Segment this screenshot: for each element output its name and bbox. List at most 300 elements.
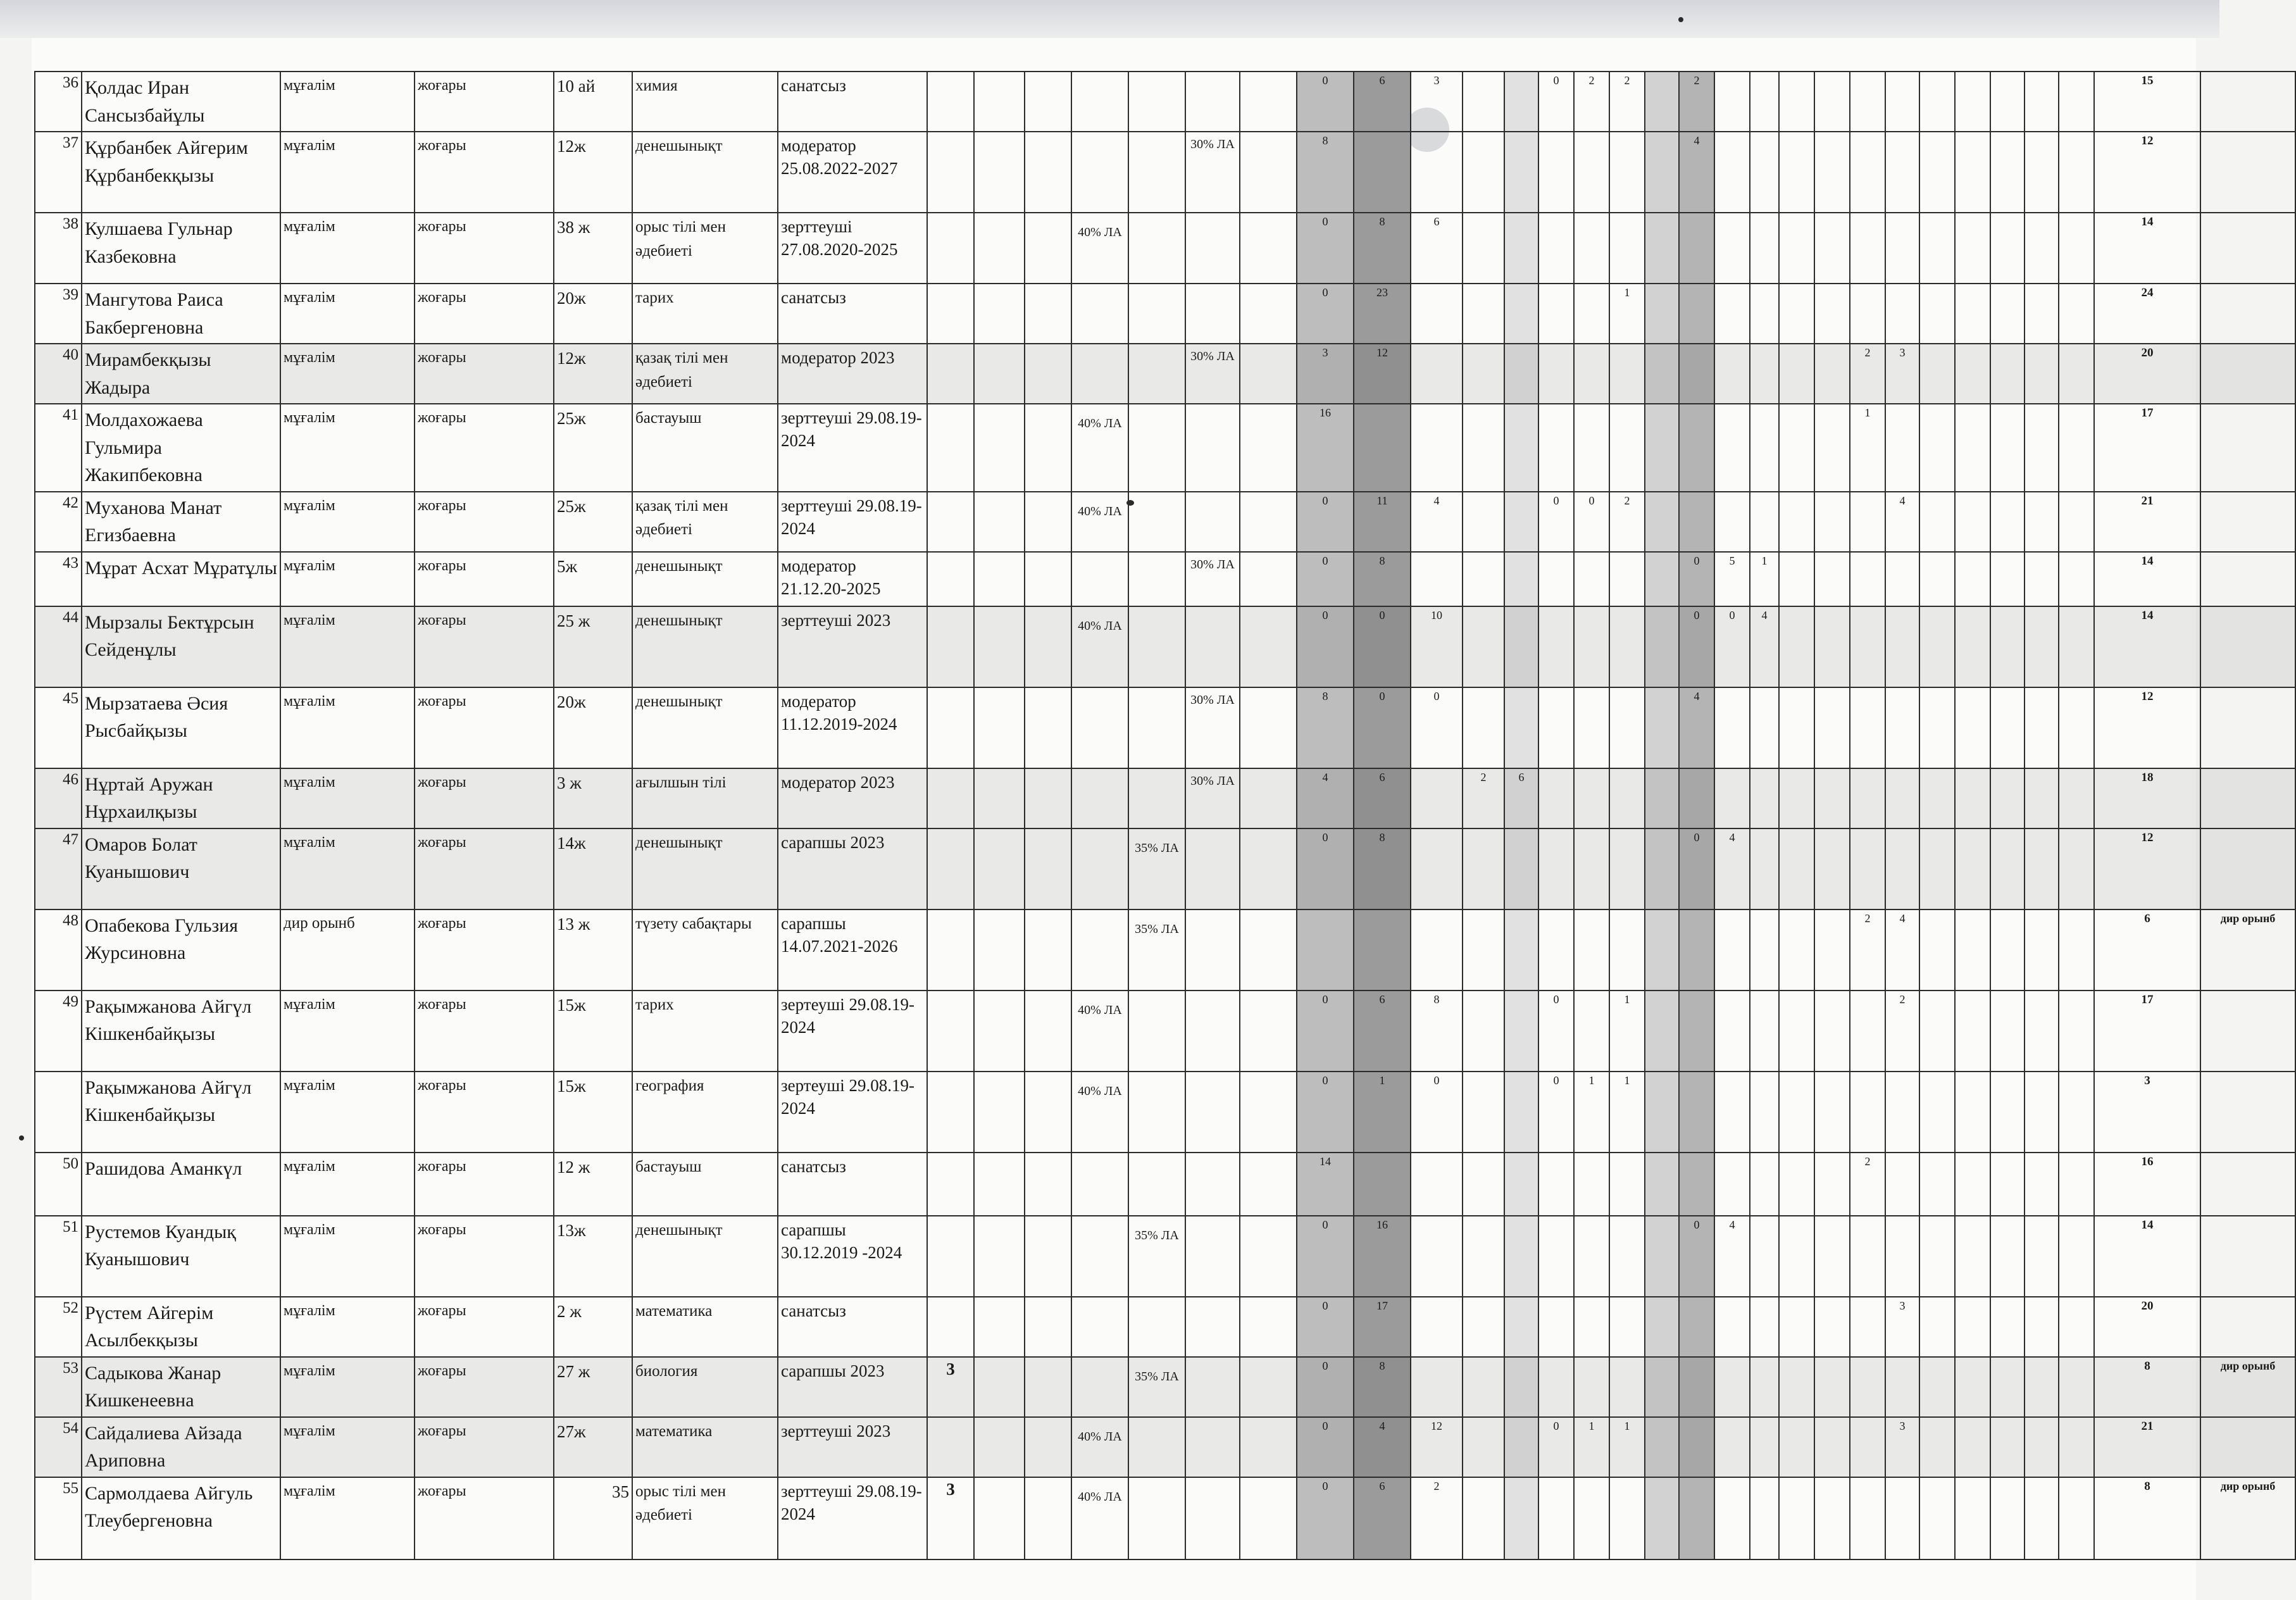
- value-cell: [927, 1072, 974, 1153]
- value-cell: [1779, 132, 1814, 213]
- value-cell: [1885, 1357, 1919, 1417]
- value-cell: 5: [1714, 552, 1750, 606]
- value-cell: [1185, 1216, 1240, 1297]
- value-cell: [1990, 404, 2025, 492]
- value-cell: [1750, 909, 1779, 991]
- value-cell: [1463, 213, 1504, 284]
- value-cell: [2025, 344, 2059, 404]
- value-cell: 0: [1538, 1417, 1574, 1477]
- value-cell: 1: [1609, 1072, 1645, 1153]
- category-cell: санатсыз: [778, 284, 927, 344]
- row-number-cell: 36: [35, 72, 82, 132]
- education-cell: жоғары: [415, 909, 554, 991]
- value-cell: [1850, 687, 1885, 768]
- value-cell: [1750, 1216, 1779, 1297]
- value-cell: [1779, 1417, 1814, 1477]
- value-cell: [2025, 687, 2059, 768]
- value-cell: [1504, 492, 1538, 552]
- value-cell: 40% ЛА: [1071, 404, 1128, 492]
- value-cell: [1463, 1357, 1504, 1417]
- value-cell: [1240, 132, 1297, 213]
- value-cell: [1779, 909, 1814, 991]
- value-cell: [1504, 1072, 1538, 1153]
- value-cell: [1814, 991, 1850, 1072]
- value-cell: [1714, 909, 1750, 991]
- position-cell: мұғалім: [280, 768, 415, 828]
- subject-cell: орыс тілі мен әдебиеті: [632, 213, 778, 284]
- scan-speck: [19, 1135, 24, 1141]
- value-cell: [1679, 991, 1714, 1072]
- value-cell: 0: [1297, 552, 1354, 606]
- value-cell: 3: [927, 1477, 974, 1559]
- value-cell: 0: [1297, 991, 1354, 1072]
- value-cell: 0: [1297, 492, 1354, 552]
- value-cell: [1609, 828, 1645, 909]
- value-cell: 3: [1885, 344, 1919, 404]
- value-cell: [1128, 552, 1185, 606]
- value-cell: [1411, 1357, 1463, 1417]
- value-cell: [1779, 1153, 1814, 1216]
- value-cell: [1574, 1153, 1609, 1216]
- experience-cell: 15ж: [554, 991, 632, 1072]
- value-cell: [1538, 1357, 1574, 1417]
- value-cell: [1885, 768, 1919, 828]
- category-cell: сарапшы 2023: [778, 1357, 927, 1417]
- value-cell: [2025, 552, 2059, 606]
- value-cell: [1850, 1357, 1885, 1417]
- category-cell: зерттеуші 29.08.19-2024: [778, 1477, 927, 1559]
- value-cell: 4: [1354, 1417, 1411, 1477]
- value-cell: [1955, 492, 1990, 552]
- total-hours-cell: 12: [2094, 132, 2200, 213]
- value-cell: [1411, 1216, 1463, 1297]
- teacher-name-cell: Мырзатаева Әсия Рысбайқызы: [82, 687, 280, 768]
- value-cell: [1714, 344, 1750, 404]
- value-cell: [1411, 552, 1463, 606]
- teacher-name-cell: Опабекова Гульзия Журсиновна: [82, 909, 280, 991]
- value-cell: [1645, 1153, 1679, 1216]
- value-cell: [1025, 132, 1071, 213]
- value-cell: 4: [1885, 492, 1919, 552]
- education-cell: жоғары: [415, 606, 554, 687]
- value-cell: [1779, 1072, 1814, 1153]
- education-cell: жоғары: [415, 213, 554, 284]
- value-cell: [1750, 991, 1779, 1072]
- teacher-name-cell: Рүстем Айгерім Асылбекқызы: [82, 1297, 280, 1357]
- value-cell: [1714, 404, 1750, 492]
- value-cell: [2025, 828, 2059, 909]
- value-cell: [2059, 344, 2094, 404]
- subject-cell: бастауыш: [632, 404, 778, 492]
- value-cell: [2059, 991, 2094, 1072]
- value-cell: [1504, 606, 1538, 687]
- value-cell: [1411, 909, 1463, 991]
- value-cell: [1714, 1072, 1750, 1153]
- value-cell: [1990, 1297, 2025, 1357]
- value-cell: [974, 72, 1025, 132]
- subject-cell: түзету сабақтары: [632, 909, 778, 991]
- value-cell: [1609, 768, 1645, 828]
- education-cell: жоғары: [415, 1153, 554, 1216]
- value-cell: [1850, 552, 1885, 606]
- value-cell: [1574, 909, 1609, 991]
- value-cell: [1919, 492, 1955, 552]
- value-cell: [974, 828, 1025, 909]
- category-cell: сарапшы 2023: [778, 828, 927, 909]
- value-cell: [1779, 404, 1814, 492]
- value-cell: [1679, 768, 1714, 828]
- value-cell: [1714, 72, 1750, 132]
- value-cell: [1025, 1072, 1071, 1153]
- value-cell: [1185, 213, 1240, 284]
- experience-cell: 25 ж: [554, 606, 632, 687]
- value-cell: [1128, 1417, 1185, 1477]
- value-cell: [1919, 132, 1955, 213]
- value-cell: 0: [1297, 284, 1354, 344]
- total-hours-cell: 16: [2094, 1153, 2200, 1216]
- value-cell: [1750, 284, 1779, 344]
- subject-cell: математика: [632, 1297, 778, 1357]
- value-cell: [1779, 687, 1814, 768]
- value-cell: [1354, 132, 1411, 213]
- total-hours-cell: 17: [2094, 404, 2200, 492]
- education-cell: жоғары: [415, 132, 554, 213]
- position-cell: мұғалім: [280, 606, 415, 687]
- value-cell: [1025, 284, 1071, 344]
- value-cell: [1240, 828, 1297, 909]
- value-cell: [1850, 1072, 1885, 1153]
- value-cell: [1504, 404, 1538, 492]
- education-cell: жоғары: [415, 284, 554, 344]
- position-cell: мұғалім: [280, 213, 415, 284]
- experience-cell: 35: [554, 1477, 632, 1559]
- value-cell: [974, 1216, 1025, 1297]
- value-cell: 4: [1885, 909, 1919, 991]
- value-cell: [1919, 1153, 1955, 1216]
- position-cell: мұғалім: [280, 552, 415, 606]
- value-cell: [1025, 492, 1071, 552]
- value-cell: [1955, 132, 1990, 213]
- note-cell: [2200, 492, 2295, 552]
- value-cell: [927, 492, 974, 552]
- value-cell: [1240, 1477, 1297, 1559]
- value-cell: [927, 72, 974, 132]
- value-cell: [1463, 404, 1504, 492]
- value-cell: [1025, 1417, 1071, 1477]
- value-cell: [1240, 72, 1297, 132]
- value-cell: [1645, 72, 1679, 132]
- education-cell: жоғары: [415, 1417, 554, 1477]
- value-cell: [1750, 132, 1779, 213]
- value-cell: [1645, 492, 1679, 552]
- value-cell: 2: [1885, 991, 1919, 1072]
- value-cell: [1538, 1216, 1574, 1297]
- position-cell: мұғалім: [280, 72, 415, 132]
- value-cell: [1128, 1297, 1185, 1357]
- value-cell: [1609, 1153, 1645, 1216]
- category-cell: санатсыз: [778, 72, 927, 132]
- value-cell: [1185, 1297, 1240, 1357]
- value-cell: [1538, 132, 1574, 213]
- value-cell: 4: [1297, 768, 1354, 828]
- value-cell: [1750, 1153, 1779, 1216]
- value-cell: [1885, 132, 1919, 213]
- value-cell: [1354, 909, 1411, 991]
- value-cell: [1779, 344, 1814, 404]
- value-cell: [2059, 1477, 2094, 1559]
- value-cell: [1814, 1417, 1850, 1477]
- table-row: [35, 213, 2295, 284]
- value-cell: 2: [1850, 909, 1885, 991]
- value-cell: [1025, 991, 1071, 1072]
- value-cell: [1814, 687, 1850, 768]
- value-cell: 1: [1609, 284, 1645, 344]
- teacher-name-cell: Құрбанбек Айгерим Құрбанбекқызы: [82, 132, 280, 213]
- value-cell: [1574, 1216, 1609, 1297]
- value-cell: 2: [1850, 1153, 1885, 1216]
- value-cell: [1128, 132, 1185, 213]
- note-cell: [2200, 1216, 2295, 1297]
- value-cell: [1609, 1297, 1645, 1357]
- category-cell: модератор 2023: [778, 768, 927, 828]
- education-cell: жоғары: [415, 1357, 554, 1417]
- value-cell: [1885, 552, 1919, 606]
- category-cell: зерттеуші 2023: [778, 606, 927, 687]
- teacher-name-cell: Нұртай Аружан Нұрхаилқызы: [82, 768, 280, 828]
- value-cell: [1679, 404, 1714, 492]
- education-cell: жоғары: [415, 828, 554, 909]
- value-cell: 30% ЛА: [1185, 344, 1240, 404]
- value-cell: [1645, 606, 1679, 687]
- value-cell: 14: [1297, 1153, 1354, 1216]
- education-cell: жоғары: [415, 1216, 554, 1297]
- category-cell: санатсыз: [778, 1153, 927, 1216]
- value-cell: [1750, 687, 1779, 768]
- value-cell: [2059, 132, 2094, 213]
- value-cell: 0: [1679, 828, 1714, 909]
- value-cell: [1185, 404, 1240, 492]
- subject-cell: география: [632, 1072, 778, 1153]
- row-number-cell: 48: [35, 909, 82, 991]
- value-cell: [2025, 404, 2059, 492]
- value-cell: 0: [1297, 1072, 1354, 1153]
- value-cell: [1919, 606, 1955, 687]
- value-cell: [1240, 909, 1297, 991]
- value-cell: [1990, 213, 2025, 284]
- value-cell: [1574, 213, 1609, 284]
- value-cell: [1185, 828, 1240, 909]
- table-row: [35, 404, 2295, 492]
- row-number-cell: 46: [35, 768, 82, 828]
- total-hours-cell: 21: [2094, 492, 2200, 552]
- value-cell: [1990, 552, 2025, 606]
- value-cell: [1714, 284, 1750, 344]
- value-cell: [1919, 991, 1955, 1072]
- value-cell: 0: [1538, 991, 1574, 1072]
- value-cell: [2025, 991, 2059, 1072]
- value-cell: [1025, 404, 1071, 492]
- value-cell: [1850, 213, 1885, 284]
- value-cell: [1850, 606, 1885, 687]
- teacher-name-cell: Мұрат Асхат Мұратұлы: [82, 552, 280, 606]
- value-cell: [927, 404, 974, 492]
- value-cell: [1750, 72, 1779, 132]
- total-hours-cell: 15: [2094, 72, 2200, 132]
- value-cell: [1504, 344, 1538, 404]
- value-cell: 4: [1411, 492, 1463, 552]
- value-cell: [1071, 552, 1128, 606]
- value-cell: [1574, 768, 1609, 828]
- value-cell: [1714, 687, 1750, 768]
- value-cell: [1240, 768, 1297, 828]
- value-cell: [974, 132, 1025, 213]
- row-number-cell: 43: [35, 552, 82, 606]
- position-cell: мұғалім: [280, 1153, 415, 1216]
- value-cell: [2059, 1417, 2094, 1477]
- value-cell: [1955, 1297, 1990, 1357]
- value-cell: [1504, 72, 1538, 132]
- value-cell: [1463, 492, 1504, 552]
- value-cell: [1814, 132, 1850, 213]
- value-cell: [1128, 1072, 1185, 1153]
- value-cell: [974, 768, 1025, 828]
- value-cell: 1: [1609, 991, 1645, 1072]
- value-cell: 0: [1354, 687, 1411, 768]
- value-cell: 0: [1679, 552, 1714, 606]
- value-cell: 3: [1411, 72, 1463, 132]
- teacher-name-cell: Омаров Болат Куанышович: [82, 828, 280, 909]
- value-cell: [1850, 132, 1885, 213]
- value-cell: [1538, 552, 1574, 606]
- value-cell: [1025, 1153, 1071, 1216]
- value-cell: [1990, 284, 2025, 344]
- value-cell: [974, 492, 1025, 552]
- teacher-name-cell: Мангутова Раиса Бакбергеновна: [82, 284, 280, 344]
- value-cell: 16: [1297, 404, 1354, 492]
- value-cell: [1411, 1297, 1463, 1357]
- value-cell: 2: [1411, 1477, 1463, 1559]
- value-cell: [1071, 72, 1128, 132]
- value-cell: [1955, 768, 1990, 828]
- value-cell: 1: [1750, 552, 1779, 606]
- value-cell: [1990, 1357, 2025, 1417]
- value-cell: [1990, 687, 2025, 768]
- value-cell: [2025, 1417, 2059, 1477]
- table-row: [35, 687, 2295, 768]
- value-cell: [1504, 991, 1538, 1072]
- value-cell: 12: [1411, 1417, 1463, 1477]
- value-cell: [1779, 1477, 1814, 1559]
- value-cell: [1779, 991, 1814, 1072]
- note-cell: [2200, 606, 2295, 687]
- value-cell: [1850, 828, 1885, 909]
- value-cell: [1645, 768, 1679, 828]
- total-hours-cell: 17: [2094, 991, 2200, 1072]
- value-cell: [1645, 344, 1679, 404]
- position-cell: мұғалім: [280, 284, 415, 344]
- value-cell: [1850, 72, 1885, 132]
- value-cell: [1714, 1297, 1750, 1357]
- value-cell: [1885, 284, 1919, 344]
- row-number-cell: 54: [35, 1417, 82, 1477]
- value-cell: [1574, 828, 1609, 909]
- value-cell: [1025, 828, 1071, 909]
- value-cell: [974, 344, 1025, 404]
- value-cell: [2059, 1072, 2094, 1153]
- value-cell: 8: [1354, 552, 1411, 606]
- value-cell: [1779, 213, 1814, 284]
- value-cell: [1463, 606, 1504, 687]
- value-cell: [1609, 404, 1645, 492]
- value-cell: [1185, 1153, 1240, 1216]
- experience-cell: 27ж: [554, 1417, 632, 1477]
- subject-cell: химия: [632, 72, 778, 132]
- value-cell: [1504, 828, 1538, 909]
- value-cell: [1411, 828, 1463, 909]
- value-cell: [974, 552, 1025, 606]
- value-cell: 0: [1297, 1417, 1354, 1477]
- total-hours-cell: 6: [2094, 909, 2200, 991]
- total-hours-cell: 8: [2094, 1357, 2200, 1417]
- value-cell: [1574, 687, 1609, 768]
- value-cell: 8: [1354, 213, 1411, 284]
- value-cell: [1714, 1153, 1750, 1216]
- value-cell: [1240, 1153, 1297, 1216]
- value-cell: 4: [1679, 132, 1714, 213]
- value-cell: [1128, 1477, 1185, 1559]
- value-cell: [1185, 1357, 1240, 1417]
- value-cell: [927, 132, 974, 213]
- education-cell: жоғары: [415, 1297, 554, 1357]
- value-cell: 0: [1354, 606, 1411, 687]
- value-cell: [1814, 1357, 1850, 1417]
- row-number-cell: 40: [35, 344, 82, 404]
- value-cell: [1128, 768, 1185, 828]
- category-cell: санатсыз: [778, 1297, 927, 1357]
- table-row: [35, 909, 2295, 991]
- value-cell: [1714, 1417, 1750, 1477]
- value-cell: [2025, 1153, 2059, 1216]
- value-cell: 0: [1297, 828, 1354, 909]
- value-cell: [1025, 1477, 1071, 1559]
- value-cell: [1779, 606, 1814, 687]
- value-cell: 3: [927, 1357, 974, 1417]
- value-cell: [974, 1072, 1025, 1153]
- value-cell: [1885, 1216, 1919, 1297]
- value-cell: 1: [1609, 1417, 1645, 1477]
- value-cell: 35% ЛА: [1128, 828, 1185, 909]
- value-cell: [1750, 828, 1779, 909]
- value-cell: [1128, 213, 1185, 284]
- subject-cell: тарих: [632, 991, 778, 1072]
- value-cell: [1411, 132, 1463, 213]
- value-cell: [1850, 768, 1885, 828]
- value-cell: [1128, 284, 1185, 344]
- value-cell: [927, 552, 974, 606]
- value-cell: [1609, 909, 1645, 991]
- experience-cell: 12 ж: [554, 1153, 632, 1216]
- experience-cell: 5ж: [554, 552, 632, 606]
- value-cell: [1538, 1153, 1574, 1216]
- value-cell: [1814, 768, 1850, 828]
- value-cell: [1990, 344, 2025, 404]
- teacher-name-cell: Рақымжанова Айгүл Кішкенбайқызы: [82, 991, 280, 1072]
- value-cell: [1714, 492, 1750, 552]
- value-cell: [1574, 1297, 1609, 1357]
- value-cell: [1990, 1072, 2025, 1153]
- value-cell: [1679, 1297, 1714, 1357]
- value-cell: [1574, 606, 1609, 687]
